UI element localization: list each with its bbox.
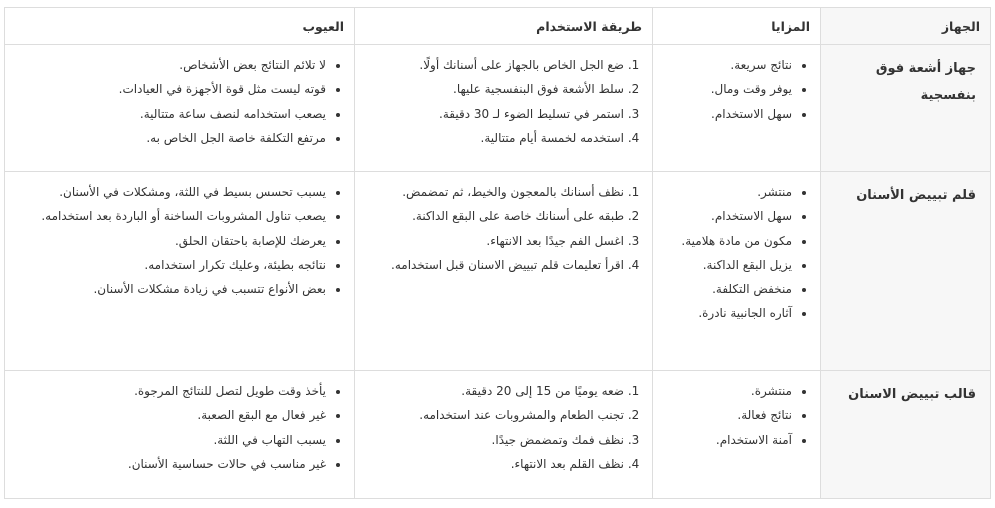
list-item: 1. ضعه يوميًا من 15 إلى 20 دقيقة. xyxy=(365,379,624,403)
disadvantages-cell xyxy=(5,172,355,371)
list-item: • مرتفع التكلفة خاصة الجل الخاص به. xyxy=(15,126,326,150)
header-usage: طريقة الاستخدام xyxy=(355,8,653,45)
usage-steps xyxy=(365,180,642,277)
list-item: • نتائج فعالة. xyxy=(663,403,792,427)
device-name: قالب تبييض الاسنان xyxy=(821,371,991,499)
list-item: • يسبب تحسس بسيط في اللثة، ومشكلات في الأسنان. xyxy=(15,180,326,204)
header-advantages: المزايا xyxy=(653,8,821,45)
header-row xyxy=(5,8,991,45)
list-item: 4. اقرأ تعليمات قلم تبييض الاسنان قبل استخدامه. xyxy=(365,253,624,277)
header-disadvantages: العيوب xyxy=(5,8,355,45)
list-item: • سهل الاستخدام. xyxy=(663,204,792,228)
list-item: 1. ضع الجل الخاص بالجهاز على أسنانك أولًا. xyxy=(365,53,624,77)
list-item: • منتشر. xyxy=(663,180,792,204)
list-item: • يعرضك للإصابة باحتقان الحلق. xyxy=(15,229,326,253)
header-device: الجهاز xyxy=(821,8,991,45)
list-item: 2. تجنب الطعام والمشروبات عند استخدامه. xyxy=(365,403,624,427)
list-item: • منخفض التكلفة. xyxy=(663,277,792,301)
usage-steps xyxy=(365,53,642,150)
disadvantages-cell xyxy=(5,45,355,172)
device-name: جهاز أشعة فوق بنفسجية xyxy=(821,45,991,172)
table-row xyxy=(5,45,991,172)
list-item: • منتشرة. xyxy=(663,379,792,403)
list-item: • يسبب التهاب في اللثة. xyxy=(15,428,326,452)
list-item: • يصعب استخدامه لنصف ساعة متتالية. xyxy=(15,102,326,126)
list-item: 4. نظف القلم بعد الانتهاء. xyxy=(365,452,624,476)
advantages-list xyxy=(663,379,810,452)
usage-cell xyxy=(355,45,653,172)
device-name: قلم تبييض الأسنان xyxy=(821,172,991,371)
list-item: 4. استخدمه لخمسة أيام متتالية. xyxy=(365,126,624,150)
list-item: • لا تلائم النتائج بعض الأشخاص. xyxy=(15,53,326,77)
list-item: • نتائجه بطيئة، وعليك تكرار استخدامه. xyxy=(15,253,326,277)
disadvantages-list xyxy=(15,379,344,476)
list-item: • غير فعال مع البقع الصعبة. xyxy=(15,403,326,427)
list-item: 2. طبقه على أسنانك خاصة على البقع الداكنة. xyxy=(365,204,624,228)
list-item: 3. استمر في تسليط الضوء لـ 30 دقيقة. xyxy=(365,102,624,126)
advantages-list xyxy=(663,53,810,126)
advantages-cell xyxy=(653,371,821,499)
advantages-cell xyxy=(653,172,821,371)
table-row xyxy=(5,172,991,371)
list-item: • نتائج سريعة. xyxy=(663,53,792,77)
disadvantages-list xyxy=(15,180,344,301)
list-item: • سهل الاستخدام. xyxy=(663,102,792,126)
comparison-table xyxy=(4,7,991,499)
table-row xyxy=(5,371,991,499)
usage-cell xyxy=(355,371,653,499)
disadvantages-list xyxy=(15,53,344,150)
list-item: 3. اغسل الفم جيدًا بعد الانتهاء. xyxy=(365,229,624,253)
list-item: • آمنة الاستخدام. xyxy=(663,428,792,452)
list-item: • بعض الأنواع تتسبب في زيادة مشكلات الأسنان. xyxy=(15,277,326,301)
advantages-cell xyxy=(653,45,821,172)
list-item: • يوفر وقت ومال. xyxy=(663,77,792,101)
list-item: 3. نظف فمك وتمضمض جيدًا. xyxy=(365,428,624,452)
list-item: 1. نظف أسنانك بالمعجون والخيط، ثم تمضمض. xyxy=(365,180,624,204)
list-item: 2. سلط الأشعة فوق البنفسجية عليها. xyxy=(365,77,624,101)
list-item: • قوته ليست مثل قوة الأجهزة في العيادات. xyxy=(15,77,326,101)
advantages-list xyxy=(663,180,810,326)
list-item: • يصعب تناول المشروبات الساخنة أو الباردة بعد استخدامه. xyxy=(15,204,326,228)
list-item: • آثاره الجانبية نادرة. xyxy=(663,301,792,325)
usage-steps xyxy=(365,379,642,476)
list-item: • يأخذ وقت طويل لتصل للنتائج المرجوة. xyxy=(15,379,326,403)
disadvantages-cell xyxy=(5,371,355,499)
list-item: • يزيل البقع الداكنة. xyxy=(663,253,792,277)
list-item: • مكون من مادة هلامية. xyxy=(663,229,792,253)
usage-cell xyxy=(355,172,653,371)
list-item: • غير مناسب في حالات حساسية الأسنان. xyxy=(15,452,326,476)
